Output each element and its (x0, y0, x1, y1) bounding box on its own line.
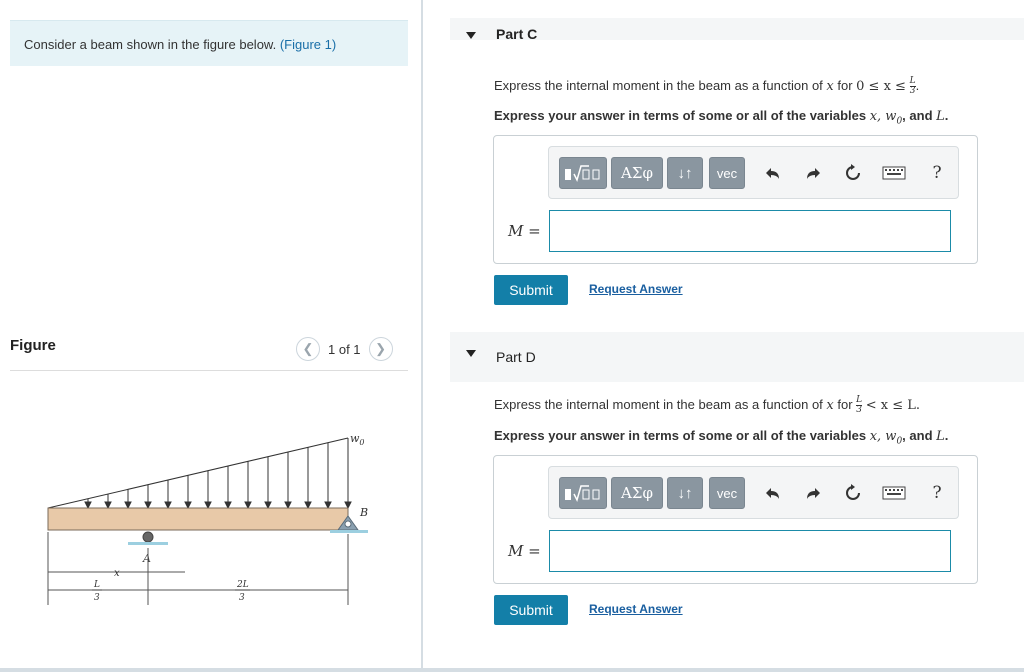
svg-text:2L: 2L (237, 580, 249, 590)
svg-text:L: L (94, 580, 100, 590)
left-pane (0, 0, 422, 672)
greek-button[interactable]: ΑΣφ (611, 477, 663, 509)
part-d-header[interactable] (450, 332, 1024, 382)
bottom-bar (0, 668, 1024, 672)
reset-icon[interactable] (841, 481, 865, 505)
part-d-title: Part D (496, 349, 536, 365)
load-arrowhead (165, 502, 171, 508)
greek-button[interactable]: ΑΣφ (611, 157, 663, 189)
redo-icon[interactable] (801, 161, 825, 185)
part-c-request-answer-link[interactable]: Request Answer (589, 282, 683, 296)
figure-navigation (296, 337, 393, 361)
chevron-right-icon[interactable]: ❯ (369, 337, 393, 361)
part-c-submit-button[interactable]: Submit (494, 275, 568, 305)
load-arrowhead (205, 502, 211, 508)
part-c-header[interactable] (450, 18, 1024, 40)
load-arrowhead (305, 502, 311, 508)
templates-button[interactable] (559, 477, 607, 509)
part-c-title: Part C (496, 26, 538, 40)
load-arrowhead (85, 502, 91, 508)
templates-icon (563, 162, 603, 184)
keyboard-icon[interactable] (881, 481, 907, 505)
dimensions (48, 532, 348, 605)
load-arrowhead (225, 502, 231, 508)
part-d-instruction: Express your answer in terms of some or all of the variables x, $w_0$, and L. (494, 428, 949, 447)
figure-title: Figure (10, 337, 56, 354)
part-c-prompt: Express the internal moment in the beam as a function of x for 0 ≤ x ≤ $\frac{L}{3}$ . (494, 76, 920, 96)
part-c-instruction: Express your answer in terms of some or all of the variables x, $w_0$, and L. (494, 108, 949, 127)
svg-text:B: B (360, 506, 369, 519)
part-d-answer-input[interactable] (549, 530, 951, 572)
arrows-button[interactable]: ↓↑ (667, 157, 703, 189)
undo-icon[interactable] (761, 481, 785, 505)
part-d-submit-button[interactable]: Submit (494, 595, 568, 625)
collapse-triangle-icon[interactable] (466, 350, 476, 357)
figure-counter: 1 of 1 (328, 341, 361, 357)
load-arrowhead (285, 502, 291, 508)
help-button[interactable]: ? (932, 483, 942, 503)
load-arrowhead (325, 502, 331, 508)
collapse-triangle-icon[interactable] (466, 32, 476, 39)
load-arrowhead (265, 502, 271, 508)
load-arrowhead (145, 502, 151, 508)
templates-icon (563, 482, 603, 504)
vec-button[interactable]: vec (709, 157, 745, 189)
svg-text:x: x (114, 568, 120, 579)
part-c-answer-box (493, 135, 978, 264)
intro-text: Consider a beam shown in the figure below. (24, 37, 280, 52)
vec-button[interactable]: vec (709, 477, 745, 509)
beam-figure (30, 420, 380, 610)
beam (48, 508, 348, 530)
answer-label: M = (508, 222, 541, 240)
figure-link[interactable]: (Figure 1) (279, 37, 337, 52)
math-toolbar (548, 146, 959, 199)
answer-label: M = (508, 542, 541, 560)
reset-icon[interactable] (841, 161, 865, 185)
svg-text:3: 3 (239, 593, 245, 603)
divider (10, 370, 408, 371)
problem-intro (10, 20, 408, 66)
templates-button[interactable] (559, 157, 607, 189)
part-d-request-answer-link[interactable]: Request Answer (589, 602, 683, 616)
part-c-answer-input[interactable] (549, 210, 951, 252)
arrows-button[interactable]: ↓↑ (667, 477, 703, 509)
undo-icon[interactable] (761, 161, 785, 185)
distributed-load (48, 438, 351, 508)
math-toolbar (548, 466, 959, 519)
svg-text:3: 3 (94, 593, 100, 603)
part-d-answer-box (493, 455, 978, 584)
pane-divider[interactable] (421, 0, 423, 672)
chevron-left-icon[interactable]: ❮ (296, 337, 320, 361)
load-arrowhead (245, 502, 251, 508)
load-arrowhead (345, 502, 351, 508)
load-arrowhead (125, 502, 131, 508)
keyboard-icon[interactable] (881, 161, 907, 185)
help-button[interactable]: ? (932, 163, 942, 183)
load-arrowhead (105, 502, 111, 508)
part-d-prompt: Express the internal moment in the beam as a function of x for $\frac{L}{3}$ < x ≤ L. (494, 395, 921, 415)
svg-text:w0: $w_0$ (350, 432, 365, 447)
redo-icon[interactable] (801, 481, 825, 505)
svg-text:A: A (143, 552, 151, 565)
load-arrowhead (185, 502, 191, 508)
